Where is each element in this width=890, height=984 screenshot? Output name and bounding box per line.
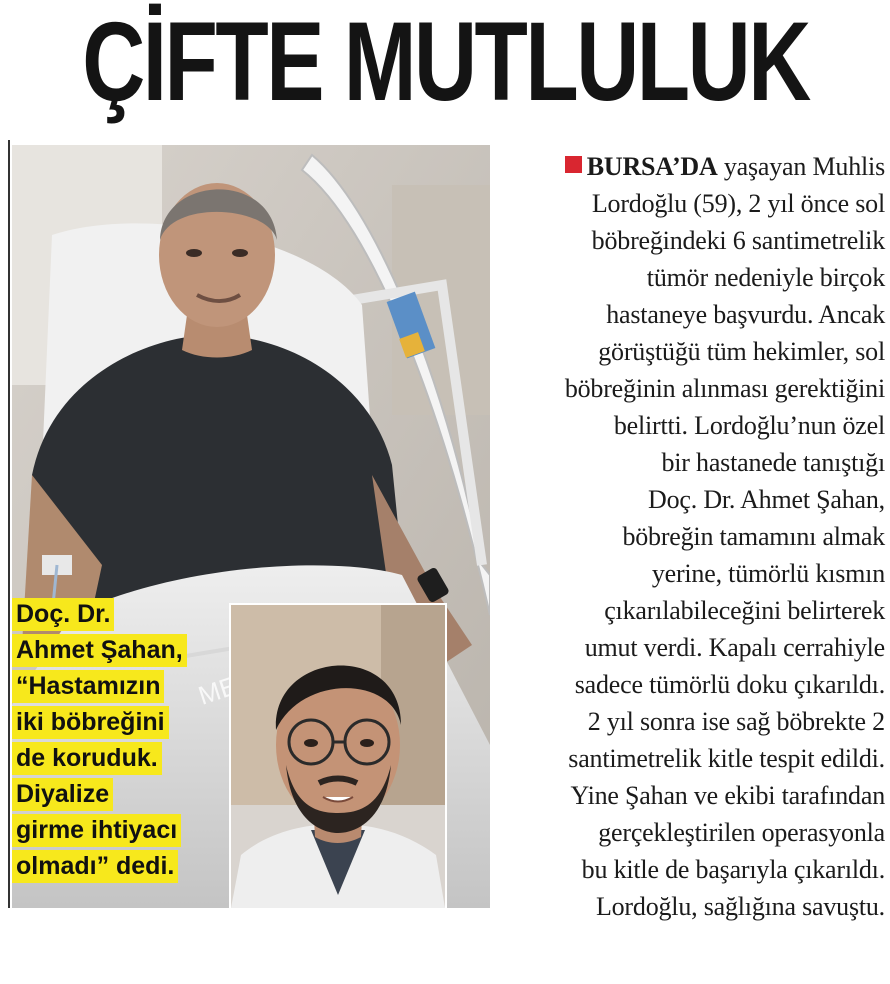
article-line: böbreğindeki 6 santimetrelik (591, 226, 885, 255)
article-line: gerçekleştirilen operasyonla (598, 818, 885, 847)
article-line: bir hastanede tanıştığı (661, 448, 885, 477)
caption-line: Doç. Dr. (12, 598, 114, 631)
article-line: BURSA’DA yaşayan Muhlis (455, 148, 885, 185)
article-line: sadece tümörlü doku çıkarıldı. (574, 670, 885, 699)
caption-line: Diyalize (12, 778, 113, 811)
red-square-bullet-icon (565, 156, 582, 173)
photo-caption (12, 598, 227, 898)
article-line: santimetrelik kitle tespit edildi. (568, 744, 885, 773)
article-line: çıkarılabileceğini belirterek (604, 596, 885, 625)
article-line: 2 yıl sonra ise sağ böbrekte 2 (587, 707, 885, 736)
caption-line: olmadı” dedi. (12, 850, 178, 883)
caption-line: de koruduk. (12, 742, 162, 775)
doctor-portrait-illustration (231, 605, 445, 908)
article-line: hastaneye başvurdu. Ancak (606, 300, 885, 329)
article-line: görüştüğü tüm hekimler, sol (598, 337, 885, 366)
article-lead: BURSA’DA (586, 152, 718, 181)
article-line: tümör nedeniyle birçok (646, 263, 885, 292)
caption-line: “Hastamızın (12, 670, 164, 703)
doctor-portrait-photo (229, 603, 447, 910)
column-rule (8, 140, 10, 908)
article-body (455, 148, 885, 925)
article-line: böbreğin tamamını almak (622, 522, 885, 551)
article-line: yerine, tümörlü kısmın (651, 559, 885, 588)
caption-line: girme ihtiyacı (12, 814, 181, 847)
article-line: Doç. Dr. Ahmet Şahan, (648, 485, 885, 514)
article-line: Lordoğlu, sağlığına savuştu. (595, 892, 885, 921)
headline-text: ÇİFTE MUTLULUK (81, 0, 809, 125)
article-line: Lordoğlu (59), 2 yıl önce sol (591, 189, 885, 218)
article-line: böbreğinin alınması gerektiğini (564, 374, 885, 403)
headline (0, 0, 890, 125)
article-line: belirtti. Lordoğlu’nun özel (613, 411, 885, 440)
article-line: umut verdi. Kapalı cerrahiyle (584, 633, 885, 662)
article-line: Yine Şahan ve ekibi tarafından (570, 781, 885, 810)
caption-line: Ahmet Şahan, (12, 634, 187, 667)
article-line: bu kitle de başarıyla çıkarıldı. (581, 855, 885, 884)
caption-line: iki böbreğini (12, 706, 169, 739)
